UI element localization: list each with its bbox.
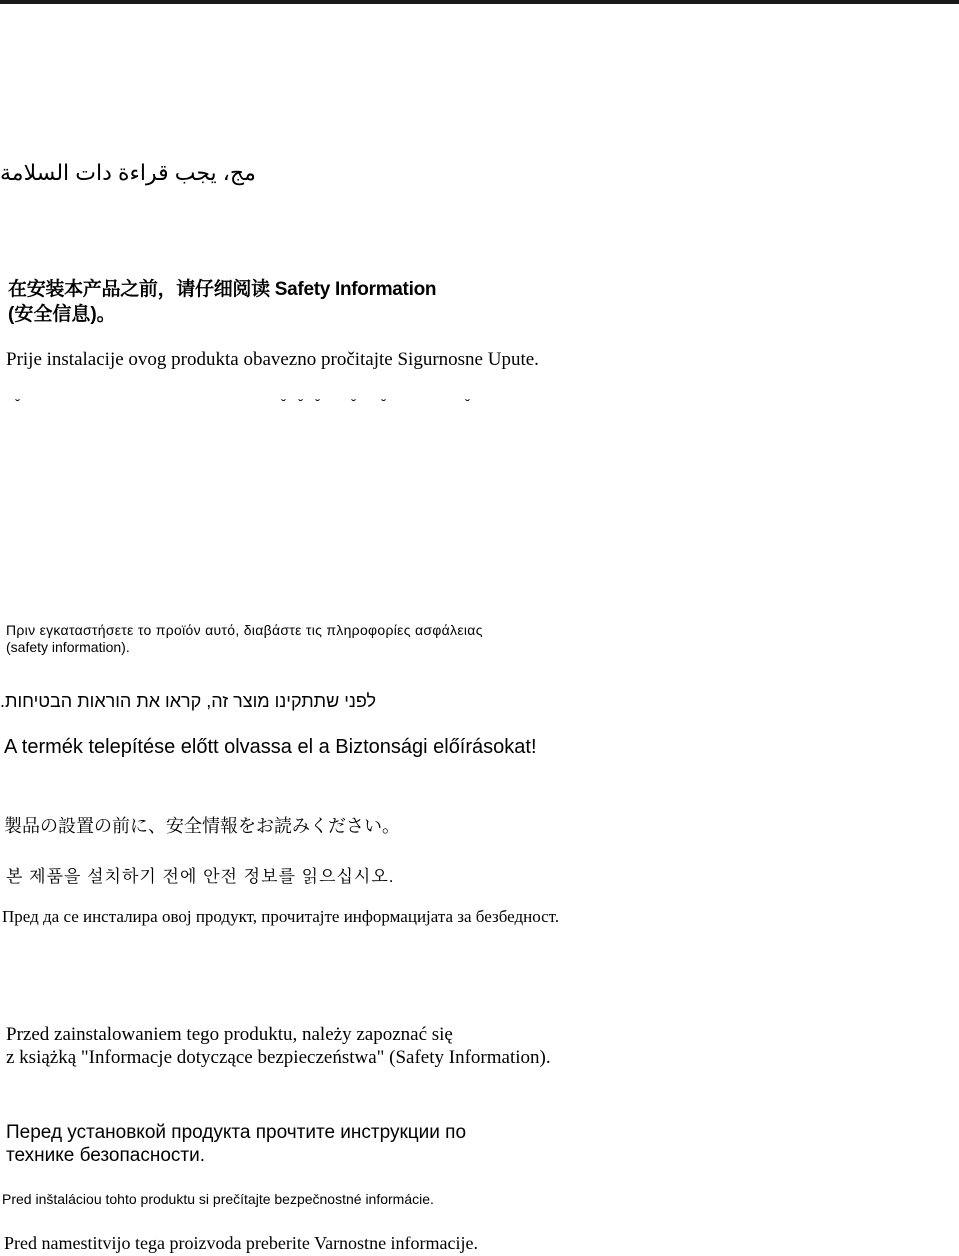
hungarian-notice: A termék telepítése előtt olvassa el a Biztonsági előírásokat! (4, 736, 537, 758)
russian-notice-line2: технике безопасности. (6, 1145, 206, 1166)
greek-notice-line1: Πριν εγκαταστήσετε το προϊόν αυτό, διαβάστε τις πληροφορίες ασφάλειας (6, 622, 483, 638)
slovak-notice: Pred inštaláciou tohto produktu si prečítajte bezpečnostné informácie. (2, 1191, 434, 1207)
hebrew-notice: לפני שתתקינו מוצר זה, קראו את הוראות הבטיחות. (0, 691, 377, 711)
polish-notice-line1: Przed zainstalowaniem tego produktu, należy zapoznać się (6, 1024, 453, 1045)
macedonian-notice: Пред да се инсталира овој продукт, прочитајте информацијата за безбедност. (2, 907, 560, 926)
japanese-notice: 製品の設置の前に、安全情報をお読みください。 (4, 816, 400, 836)
polish-notice-line2: z książką "Informacje dotyczące bezpieczeństwa" (Safety Information). (6, 1047, 551, 1068)
czech-notice-breves: ˘ ˘ ˘ ˘ ˘ ˘ ˘ (14, 398, 471, 414)
top-rule (0, 0, 959, 4)
slovenian-notice: Pred namestitvijo tega proizvoda preberite Varnostne informacije. (4, 1233, 479, 1253)
greek-notice-line2: (safety information). (6, 639, 130, 655)
croatian-notice: Prije instalacije ovog produkta obavezno pročitajte Sigurnosne Upute. (6, 349, 539, 370)
chinese-notice-line1: 在安装本产品之前，请仔细阅读 Safety Information (8, 279, 437, 300)
chinese-notice-line2: (安全信息)。 (8, 304, 116, 325)
russian-notice-line1: Перед установкой продукта прочтите инструкции по (6, 1122, 467, 1143)
korean-notice: 본 제품을 설치하기 전에 안전 정보를 읽으십시오. (6, 867, 395, 886)
arabic-notice: مج، يجب قراءة دات السلامة (0, 160, 256, 185)
